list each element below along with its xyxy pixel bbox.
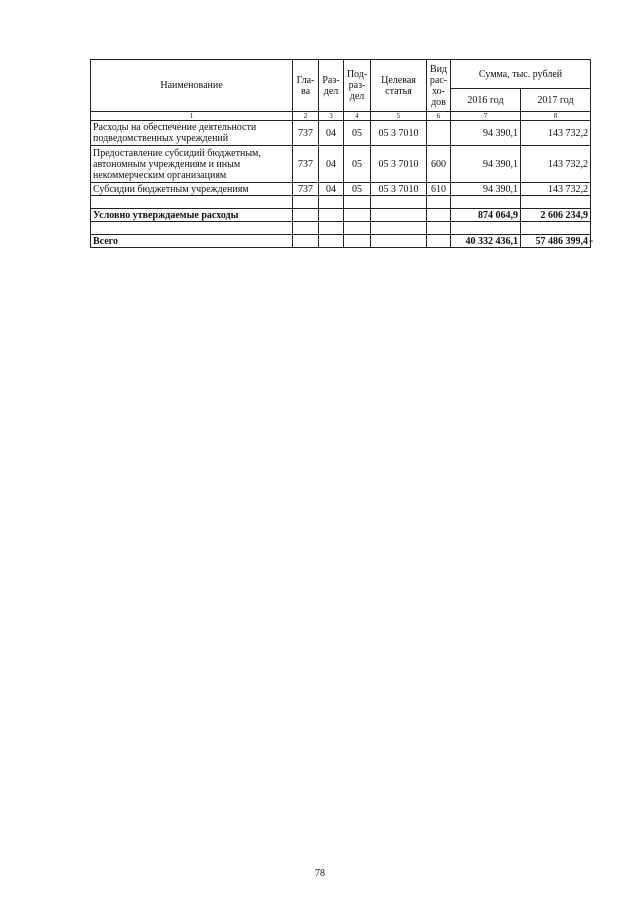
row-glava: 737: [293, 121, 319, 146]
conditional-2016: 874 064,9: [451, 209, 521, 222]
row-razdel: 04: [319, 121, 344, 146]
blank-row: [91, 196, 591, 209]
row-celevaya: 05 3 7010: [371, 183, 427, 196]
header-vid: Вид рас- хо- дов: [427, 60, 451, 112]
row-name: Субсидии бюджетным учреждениям: [91, 183, 293, 196]
budget-table: [90, 59, 594, 250]
row-2016: 94 390,1: [451, 183, 521, 196]
header-razdel: Раз- дел: [319, 60, 344, 112]
column-number: 2: [293, 112, 319, 121]
column-number: 1: [91, 112, 293, 121]
table-row: [91, 183, 591, 196]
total-row: [91, 235, 591, 248]
header-year-2016: 2016 год: [451, 89, 521, 112]
row-glava: 737: [293, 146, 319, 183]
column-number: 4: [344, 112, 371, 121]
row-vid: [427, 121, 451, 146]
closing-quote: ": [589, 239, 594, 250]
row-razdel: 04: [319, 183, 344, 196]
row-name: Предоставление субсидий бюджетным, автономным учреждениям и иным некоммерческим организациям: [91, 146, 293, 183]
header-celevaya: Целевая статья: [371, 60, 427, 112]
column-number: 5: [371, 112, 427, 121]
header-glava: Гла- ва: [293, 60, 319, 112]
header-podrazdel: Под- раз- дел: [344, 60, 371, 112]
table-row: [91, 146, 591, 183]
row-2017: 143 732,2: [521, 121, 591, 146]
row-podrazdel: 05: [344, 146, 371, 183]
row-2017: 143 732,2: [521, 146, 591, 183]
column-number: 6: [427, 112, 451, 121]
row-vid: 600: [427, 146, 451, 183]
row-2016: 94 390,1: [451, 146, 521, 183]
row-2016: 94 390,1: [451, 121, 521, 146]
conditional-row: [91, 209, 591, 222]
header-name: Наименование: [91, 60, 293, 112]
row-celevaya: 05 3 7010: [371, 146, 427, 183]
row-razdel: 04: [319, 146, 344, 183]
column-number: 8: [521, 112, 591, 121]
row-name: Расходы на обеспечение деятельности подведомственных учреждений: [91, 121, 293, 146]
row-podrazdel: 05: [344, 183, 371, 196]
column-numbers-row: [91, 112, 591, 121]
row-glava: 737: [293, 183, 319, 196]
column-number: 7: [451, 112, 521, 121]
row-vid: 610: [427, 183, 451, 196]
table-row: [91, 121, 591, 146]
header-year-2017: 2017 год: [521, 89, 591, 112]
page-number: 78: [315, 868, 325, 879]
conditional-2017: 2 606 234,9: [521, 209, 591, 222]
total-2017: 57 486 399,4: [521, 235, 591, 248]
header-summa: Сумма, тыс. рублей: [451, 60, 591, 89]
header-row: [91, 60, 591, 89]
total-2016: 40 332 436,1: [451, 235, 521, 248]
row-podrazdel: 05: [344, 121, 371, 146]
blank-row: [91, 222, 591, 235]
column-number: 3: [319, 112, 344, 121]
row-2017: 143 732,2: [521, 183, 591, 196]
row-celevaya: 05 3 7010: [371, 121, 427, 146]
total-name: Всего: [91, 235, 293, 248]
conditional-name: Условно утверждаемые расходы: [91, 209, 293, 222]
